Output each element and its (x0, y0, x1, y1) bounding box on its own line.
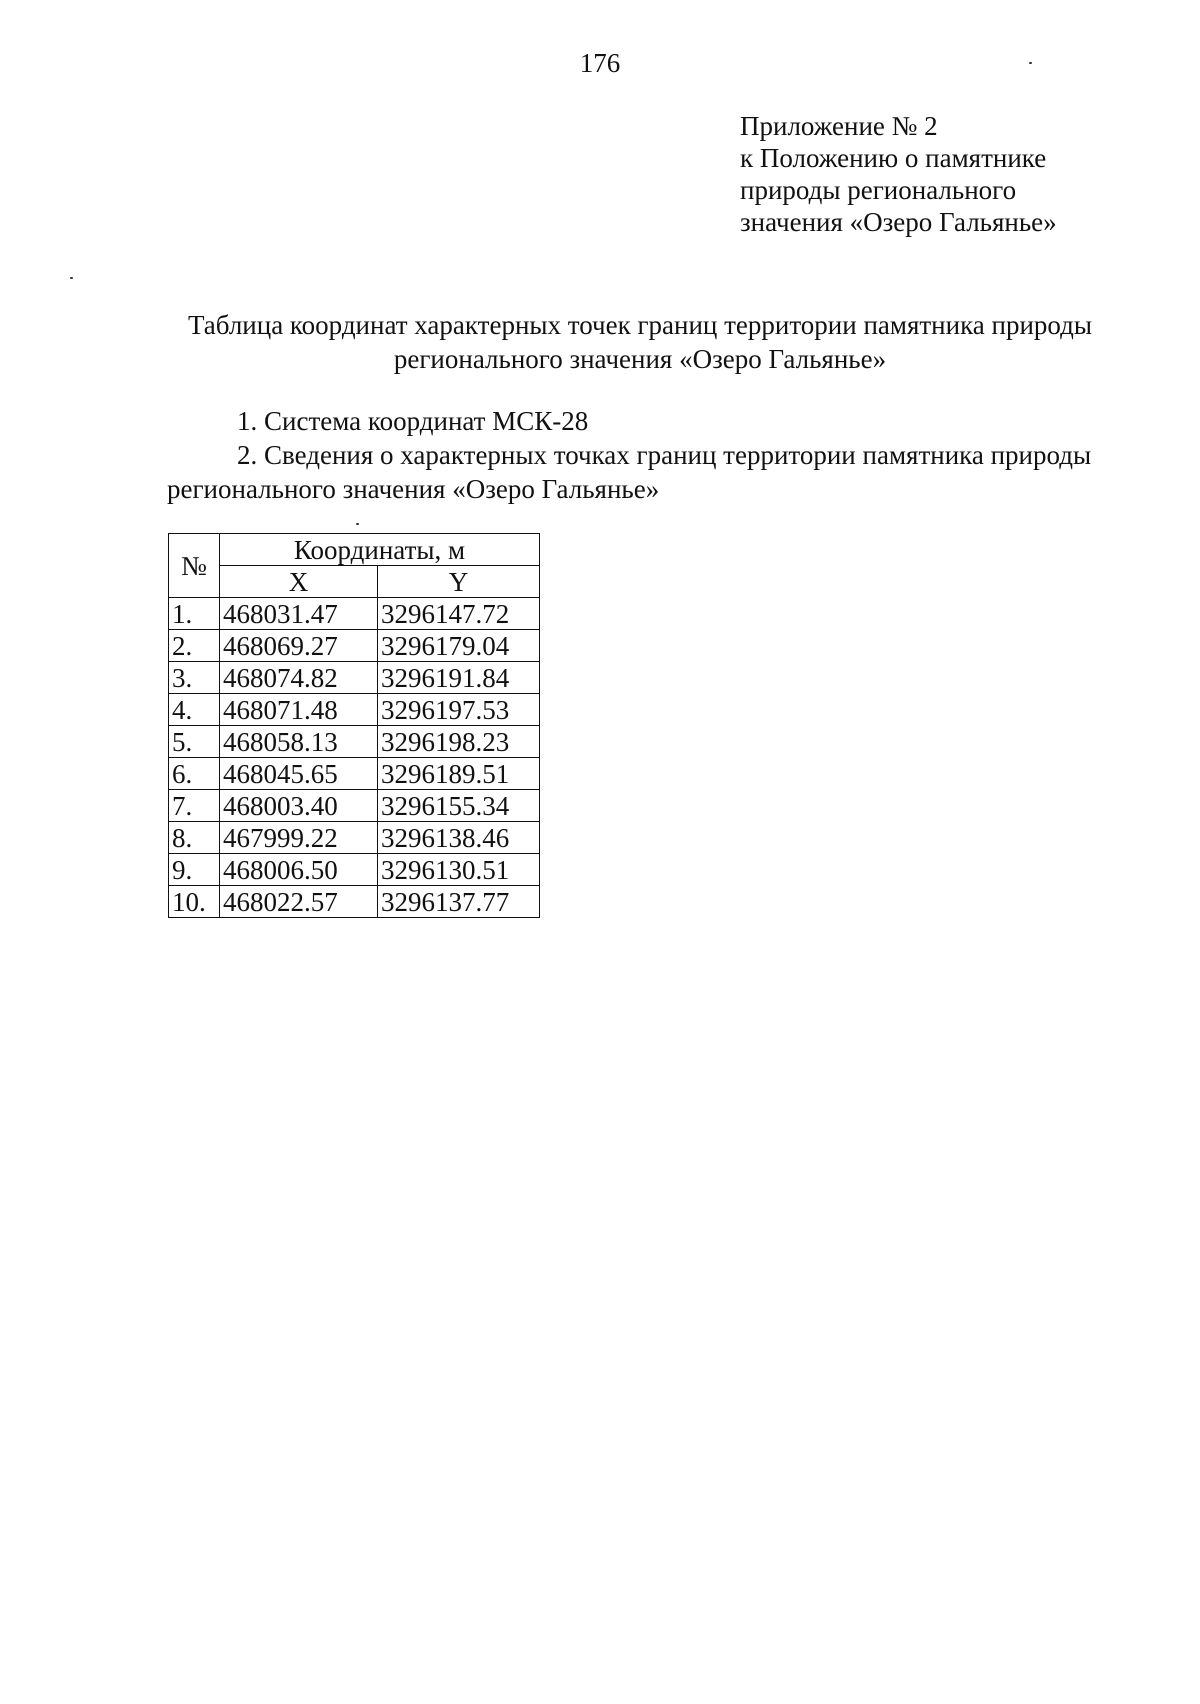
cell-y: 3296191.84 (378, 662, 540, 694)
cell-x: 468003.40 (220, 790, 378, 822)
table-row (169, 886, 540, 918)
cell-x: 467999.22 (220, 822, 378, 854)
header-y: Y (378, 566, 540, 598)
cell-x: 468031.47 (220, 598, 378, 630)
cell-number: 10. (169, 886, 220, 918)
cell-x: 468074.82 (220, 662, 378, 694)
cell-x: 468006.50 (220, 854, 378, 886)
table-title-line: Таблица координат характерных точек границ территории памятника природы (187, 310, 1093, 340)
page-number: 176 (579, 48, 621, 78)
cell-number: 4. (169, 694, 220, 726)
list-item-coordinate-system: 1. Система координат МСК-28 (237, 406, 589, 436)
table-header-row (169, 534, 540, 566)
cell-y: 3296137.77 (378, 886, 540, 918)
cell-number: 9. (169, 854, 220, 886)
scan-speck (70, 277, 73, 279)
cell-y: 3296138.46 (378, 822, 540, 854)
cell-number: 2. (169, 630, 220, 662)
cell-x: 468045.65 (220, 758, 378, 790)
cell-x: 468058.13 (220, 726, 378, 758)
coordinates-table (168, 533, 540, 918)
cell-y: 3296130.51 (378, 854, 540, 886)
table-row (169, 854, 540, 886)
cell-x: 468071.48 (220, 694, 378, 726)
table-row (169, 758, 540, 790)
appendix-line: природы регионального (740, 175, 1017, 205)
cell-y: 3296197.53 (378, 694, 540, 726)
cell-y: 3296147.72 (378, 598, 540, 630)
cell-x: 468069.27 (220, 630, 378, 662)
cell-y: 3296189.51 (378, 758, 540, 790)
table-title-line: регионального значения «Озеро Гальянье» (393, 344, 887, 374)
header-coordinates: Координаты, м (220, 534, 540, 566)
cell-y: 3296155.34 (378, 790, 540, 822)
appendix-line: к Положению о памятнике (740, 143, 1047, 173)
table-row (169, 694, 540, 726)
cell-y: 3296198.23 (378, 726, 540, 758)
table-title (140, 308, 1140, 376)
scan-speck (1029, 62, 1032, 64)
cell-number: 1. (169, 598, 220, 630)
header-number: № (169, 534, 220, 598)
info-list (167, 404, 1157, 506)
table-row (169, 726, 540, 758)
appendix-line: Приложение № 2 (740, 111, 938, 141)
cell-y: 3296179.04 (378, 630, 540, 662)
cell-number: 5. (169, 726, 220, 758)
cell-number: 7. (169, 790, 220, 822)
table-subheader-row (169, 566, 540, 598)
cell-number: 6. (169, 758, 220, 790)
table-row (169, 662, 540, 694)
table-row (169, 790, 540, 822)
header-x: X (220, 566, 378, 598)
cell-number: 8. (169, 822, 220, 854)
table-row (169, 822, 540, 854)
table-row (169, 598, 540, 630)
cell-number: 3. (169, 662, 220, 694)
appendix-line: значения «Озеро Гальянье» (740, 207, 1057, 237)
scan-speck (356, 523, 359, 525)
table-row (169, 630, 540, 662)
cell-x: 468022.57 (220, 886, 378, 918)
list-item-boundary-points: 2. Сведения о характерных точках границ территории памятника природы регионального значения «Озеро Гальянье» (167, 440, 1092, 504)
appendix-note (740, 110, 1057, 238)
